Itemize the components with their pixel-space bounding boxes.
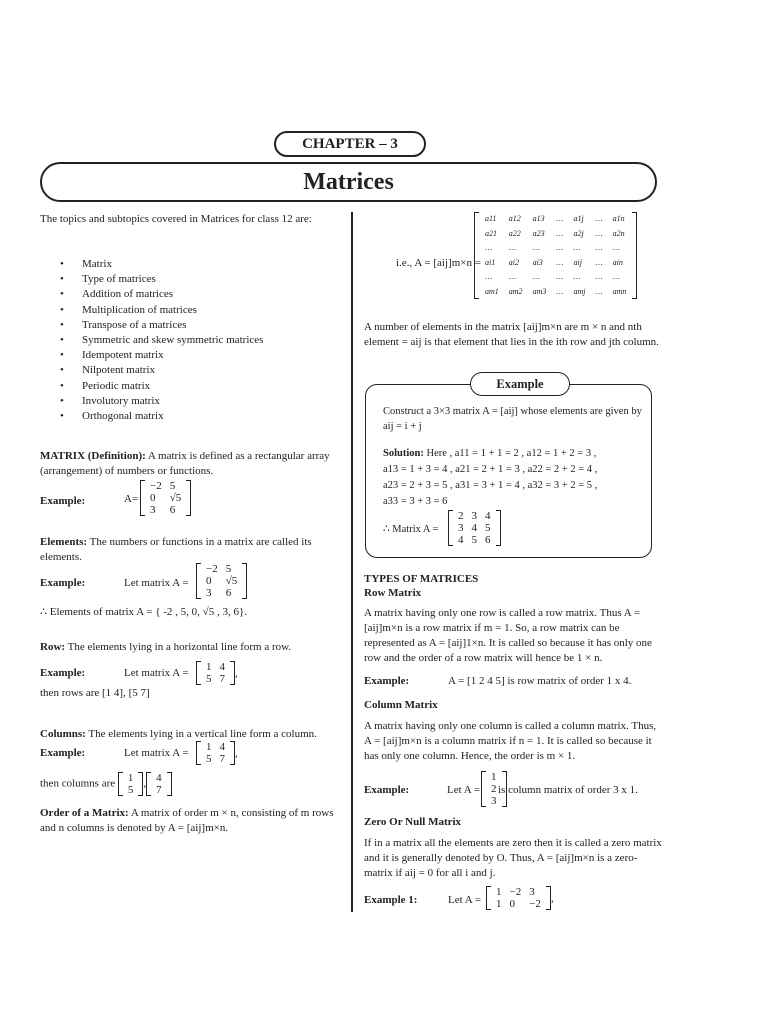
elements-heading: Elements: [40, 536, 88, 548]
example-solution-line1 [383, 446, 645, 461]
order-heading: Order of a Matrix: [40, 807, 129, 819]
elements-count-text: A number of elements in the matrix [aij]m×n are m × n and nth element = aij is that element that lies in the ith row and jth column. [364, 321, 659, 348]
zero-matrix-heading: Zero Or Null Matrix [364, 816, 462, 828]
topic-item: • Addition of matrices [56, 287, 263, 302]
topic-list [56, 257, 263, 424]
example-box-label: Example [470, 372, 570, 396]
general-matrix-label: i.e., A = [aij]m×n = [396, 257, 481, 269]
matrix-cell: 6 [169, 504, 176, 516]
topic-item: • Involutory matrix [56, 394, 263, 409]
matrix-cell: 5 [127, 784, 134, 796]
columns-example-matrix: 1 4 5 7 , [196, 741, 238, 765]
matrix-cell: 2 [491, 783, 497, 795]
columns-result: then columns are 1 5 , 4 7 [40, 772, 172, 796]
matrix-cell: 1 [496, 886, 502, 898]
rows-result: then rows are [1 4], [5 7] [40, 687, 150, 699]
matrix-cell: a13 [532, 214, 545, 223]
matrix-cell: am3 [532, 286, 547, 296]
columns-text: The elements lying in a vertical line form a column. [85, 728, 317, 740]
example-label-2: Example: [40, 577, 86, 589]
matrix-cell: … [595, 286, 603, 296]
matrix-2x2 [196, 741, 235, 765]
matrix-cell: −2 [206, 563, 218, 575]
matrix-cell: … [485, 272, 493, 281]
types-heading: TYPES OF MATRICES [364, 573, 479, 585]
matrix-cell: 6 [225, 587, 232, 599]
topic-item: • Matrix [56, 257, 263, 272]
topic-item: • Transpose of a matrices [56, 318, 263, 333]
matrix-cell: ai1 [485, 257, 496, 267]
matrix-cell: 4 [471, 522, 477, 534]
row-heading: Row: [40, 641, 66, 653]
matrix-cell: 5 [206, 753, 212, 765]
matrix-cell: am2 [508, 286, 523, 296]
topic-item: • Orthogonal matrix [56, 409, 263, 424]
definition-heading: MATRIX (Definition): [40, 450, 146, 462]
matrix-cell: 5 [169, 480, 176, 492]
matrix-cell: 5 [485, 522, 491, 534]
row-example-label: Example: [364, 675, 410, 687]
column-divider [351, 212, 353, 912]
matrix-2x3 [486, 886, 551, 910]
matrix-cell: … [612, 243, 620, 252]
matrix-cell: 3 [206, 587, 212, 599]
matrix-cell: 1 [206, 661, 212, 673]
column-vector [118, 772, 144, 796]
matrix-cell: 6 [485, 534, 491, 546]
matrix-cell: 5 [471, 534, 477, 546]
matrix-cell: … [556, 214, 564, 223]
matrix-cell: … [595, 228, 603, 238]
general-matrix-m-by-n [474, 212, 637, 299]
matrix-cell: … [485, 243, 493, 252]
matrix-cell: 1 [496, 898, 502, 910]
matrix-cell: 3 [529, 886, 535, 898]
matrix-cell: amj [573, 286, 586, 296]
zero-matrix-text: If in a matrix all the elements are zero then it is called a zero matrix and it is generally denoted by O. Thus, A = [aij]m×n is a zero-matrix if aij = 0 for all i and j. [364, 837, 662, 879]
row-text: The elements lying in a horizontal line form a row. [65, 641, 292, 653]
column-example-suffix: is column matrix of order 3 x 1. [498, 784, 638, 796]
example-result-prefix: ∴ Matrix A = [383, 524, 439, 535]
matrix-cell: … [595, 243, 603, 252]
matrix-cell: … [556, 272, 564, 281]
order-text: A matrix of order m × n, consisting of m rows and n columns is denoted by A = [aij]m×n. [40, 807, 334, 834]
topic-item: • Multiplication of matrices [56, 303, 263, 318]
example-result-matrix [448, 510, 501, 546]
matrix-cell: … [595, 257, 603, 267]
matrix-cell: 0 [206, 575, 212, 587]
matrix-cell: … [573, 243, 581, 252]
matrix-cell: √5 [225, 575, 238, 587]
topic-item: • Type of matrices [56, 272, 263, 287]
example-solution-line3: a23 = 2 + 3 = 5 , a31 = 3 + 1 = 4 , a32 = 3 + 2 = 5 , [383, 480, 598, 491]
matrix-3x2 [140, 480, 191, 516]
matrix-cell: −2 [529, 898, 541, 910]
matrix-3x2 [196, 563, 247, 599]
matrix-cell: … [612, 272, 620, 281]
example-solution-line4: a33 = 3 + 3 = 6 [383, 496, 448, 507]
matrix-cell: 5 [225, 563, 232, 575]
matrix-cell: … [573, 272, 581, 281]
definition-text: A matrix is defined as a rectangular array (arrangement) of numbers or functions. [40, 450, 330, 477]
matrix-cell: 7 [219, 673, 225, 685]
matrix-cell: a12 [508, 214, 521, 223]
matrix-cell: 3 [150, 504, 156, 516]
intro-text: The topics and subtopics covered in Matrices for class 12 are: [40, 213, 312, 225]
zero-example-matrix: 1 −2 3 1 0 −2 , [486, 886, 554, 910]
matrix-cell: … [556, 286, 564, 296]
title-label: Matrices [303, 168, 394, 195]
matrix-cell: −2 [509, 886, 522, 898]
row-example-text: A = [1 2 4 5] is row matrix of order 1 x 4. [448, 675, 632, 687]
example1-lhs: A= [124, 493, 139, 505]
matrix-cell: 4 [485, 510, 491, 522]
matrix-cell: … [508, 243, 516, 252]
matrix-cell: am1 [485, 286, 499, 296]
columns-heading: Columns: [40, 728, 86, 740]
row-example-matrix: 1 4 5 7 , [196, 661, 238, 685]
column-matrix-text: A matrix having only one column is called a column matrix. Thus, A = [aij]m×n is a column matrix if n = 1. It is called so because it has only one column. Hence, the order is m × 1. [364, 720, 657, 762]
matrix-cell: 3 [471, 510, 477, 522]
example-label-3: Example: [40, 667, 86, 679]
matrix-cell: 4 [458, 534, 464, 546]
matrix-cell: amn [612, 286, 627, 296]
elements-text: The numbers or functions in a matrix are called its elements. [40, 536, 312, 563]
elements-definition [40, 535, 345, 565]
row-matrix-text: A matrix having only one row is called a row matrix. Thus A = [aij]m×n is a row matrix if m = 1. So, a row matrix can be represented as A = [aij]1×n. It is called so because it has only one row and the order of a row matrix will hence be 1 × n. [364, 607, 652, 664]
matrix-cell: ai3 [532, 257, 543, 267]
matrix-cell: 4 [219, 741, 225, 753]
column-matrix-heading: Column Matrix [364, 699, 438, 711]
matrix-cell: 3 [458, 522, 464, 534]
matrix-cell: a22 [508, 228, 521, 238]
matrix-cell: 1 [491, 771, 497, 783]
matrix-cell: 7 [219, 753, 225, 765]
chapter-heading [274, 131, 426, 157]
zero-example-label: Example 1: [364, 894, 418, 906]
matrix-cell: a11 [485, 214, 497, 223]
elements-result: ∴ Elements of matrix A = { -2 , 5, 0, √5 , 3, 6}. [40, 606, 248, 618]
matrix-cell: −2 [150, 480, 162, 492]
matrix-cell: a1j [573, 214, 584, 223]
matrix-cell: 7 [156, 784, 162, 796]
column-example-label: Example: [364, 784, 410, 796]
matrix-cell: a1n [612, 214, 625, 223]
matrix-cell: 4 [219, 661, 225, 673]
matrix-cell: 1 [206, 741, 212, 753]
matrix-cell: a2j [573, 228, 584, 238]
matrix-cell: ain [612, 257, 623, 267]
matrix-2x2 [196, 661, 235, 685]
matrix-cell: 3 [491, 795, 497, 807]
matrix-cell: ai2 [508, 257, 520, 267]
matrix-cell: … [556, 228, 564, 238]
topic-item: • Symmetric and skew symmetric matrices [56, 333, 263, 348]
matrix-cell: 2 [458, 510, 464, 522]
solution-label: Solution: [383, 448, 424, 459]
page-title [40, 162, 657, 202]
matrix-cell: 4 [156, 772, 162, 784]
let-matrix-label: Let matrix A = [124, 747, 189, 759]
matrix-cell: 0 [509, 898, 515, 910]
chapter-label: CHAPTER – 3 [302, 135, 398, 152]
column-vector [146, 772, 172, 796]
example-solution-line2: a13 = 1 + 3 = 4 , a21 = 2 + 1 = 3 , a22 = 2 + 2 = 4 , [383, 464, 598, 475]
matrix-cell: … [556, 257, 564, 267]
solution-line1: Here , a11 = 1 + 1 = 2 , a12 = 1 + 2 = 3 , [423, 448, 597, 459]
topic-item: • Periodic matrix [56, 379, 263, 394]
let-matrix-label: Let matrix A = [124, 577, 189, 589]
matrix-cell: √5 [169, 492, 182, 504]
matrix-cell: … [508, 272, 516, 281]
let-matrix-label: Let matrix A = [124, 667, 189, 679]
columns-definition [40, 727, 345, 742]
matrix-cell: … [532, 243, 540, 252]
example1-matrix [140, 480, 191, 516]
matrix-cell: … [595, 214, 603, 223]
matrix-definition [40, 449, 345, 479]
row-matrix-heading: Row Matrix [364, 587, 422, 599]
example2-matrix [196, 563, 247, 599]
matrix-cell: a2n [612, 228, 625, 238]
columns-result-prefix: then columns are [40, 777, 116, 790]
example-label-4: Example: [40, 747, 86, 759]
zero-example-prefix: Let A = [448, 894, 482, 906]
matrix-cell: 0 [150, 492, 156, 504]
matrix-cell: … [556, 243, 564, 252]
topic-item: • Nilpotent matrix [56, 363, 263, 378]
topic-item: • Idempotent matrix [56, 348, 263, 363]
example-problem: Construct a 3×3 matrix A = [aij] whose elements are given by aij = i + j [383, 406, 642, 432]
matrix-cell: … [595, 272, 603, 281]
matrix-3x3 [448, 510, 501, 546]
column-example-prefix: Let A = [447, 784, 481, 796]
matrix-cell: 5 [206, 673, 212, 685]
order-definition [40, 806, 345, 836]
general-matrix [474, 212, 637, 299]
example-label-1: Example: [40, 495, 86, 507]
matrix-cell: aij [573, 257, 582, 267]
matrix-cell: … [532, 272, 540, 281]
matrix-cell: a23 [532, 228, 545, 238]
row-definition [40, 640, 345, 655]
matrix-cell: 1 [127, 772, 134, 784]
matrix-cell: a21 [485, 228, 497, 238]
